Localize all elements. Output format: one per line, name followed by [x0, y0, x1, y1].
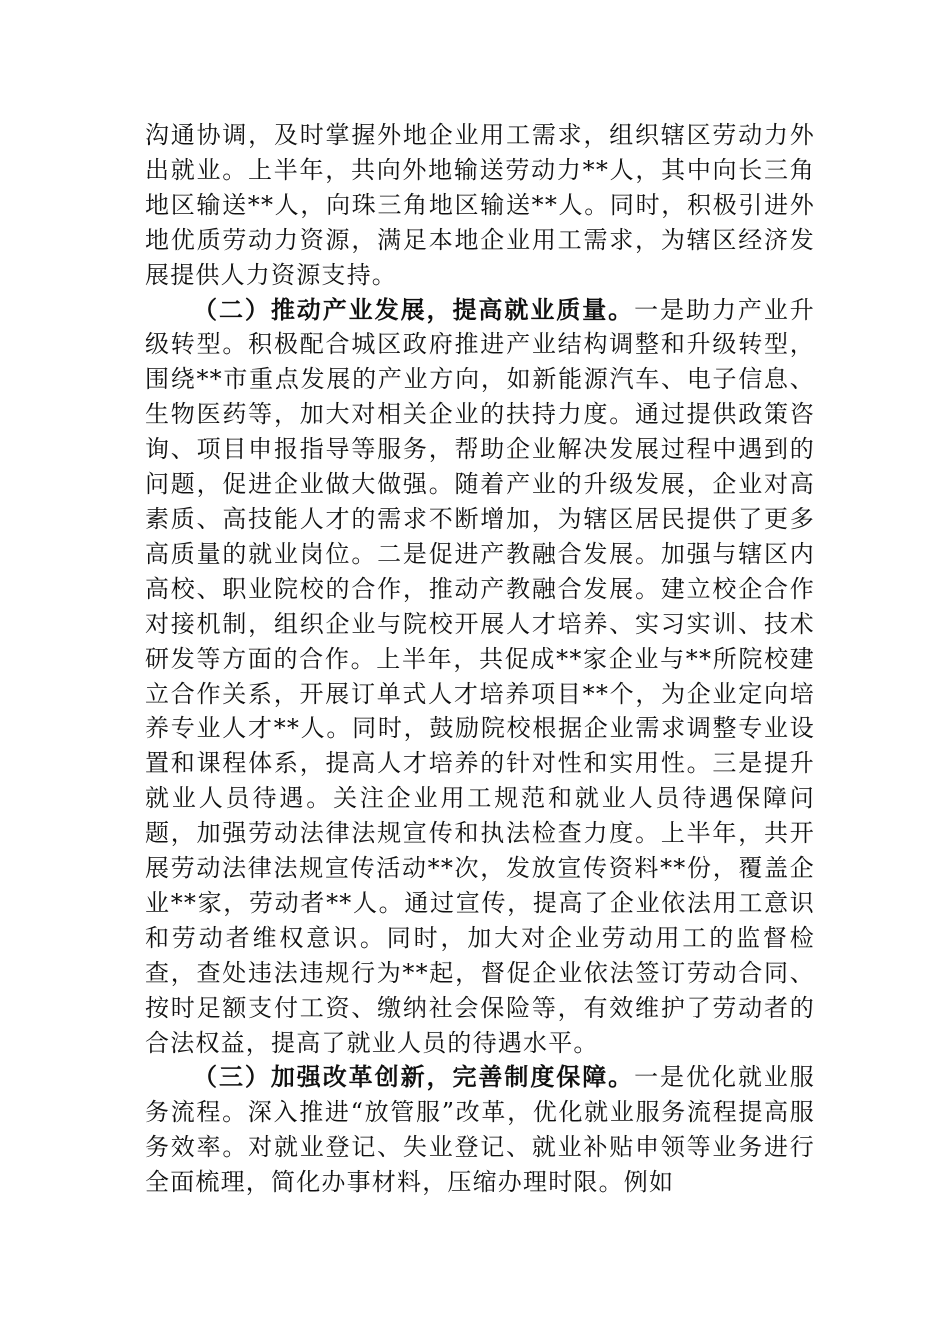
paragraph-section-2 — [145, 293, 815, 1061]
paragraph-body: 一是助力产业升级转型。积极配合城区政府推进产业结构调整和升级转型，围绕**市重点发展的产业方向，如新能源汽车、电子信息、生物医药等，加大对相关企业的扶持力度。通过提供政策咨询、项目申报指导等服务，帮助企业解决发展过程中遇到的问题，促进企业做大做强。随着产业的升级发展，企业对高素质、高技能人才的需求不断增加，为辖区居民提供了更多高质量的就业岗位。二是促进产教融合发展。加强与辖区内高校、职业院校的合作，推动产教融合发展。建立校企合作对接机制，组织企业与院校开展人才培养、实习实训、技术研发等方面的合作。上半年，共促成**家企业与**所院校建立合作关系，开展订单式人才培养项目**个，为企业定向培养专业人才**人。同时，鼓励院校根据企业需求调整专业设置和课程体系，提高人才培养的针对性和实用性。三是提升就业人员待遇。关注企业用工规范和就业人员待遇保障问题，加强劳动法律法规宣传和执法检查力度。上半年，共开展劳动法律法规宣传活动**次，发放宣传资料**份，覆盖企业**家，劳动者**人。通过宣传，提高了企业依法用工意识和劳动者维权意识。同时，加大对企业劳动用工的监督检查，查处违法违规行为**起，督促企业依法签订劳动合同、按时足额支付工资、缴纳社会保险等，有效维护了劳动者的合法权益，提高了就业人员的待遇水平。 — [145, 295, 815, 1057]
paragraph-section-3 — [145, 1060, 815, 1200]
document-page — [145, 118, 815, 1200]
section-heading: （二）推动产业发展，提高就业质量。 — [193, 294, 635, 324]
paragraph-body: 一是优化就业服务流程。深入推进“放管服”改革，优化就业服务流程提高服务效率。对就业登记、失业登记、就业补贴申领等业务进行全面梳理，简化办事材料，压缩办理时限。例如 — [145, 1063, 815, 1197]
paragraph-body: 沟通协调，及时掌握外地企业用工需求，组织辖区劳动力外出就业。上半年，共向外地输送劳动力**人，其中向长三角地区输送**人，向珠三角地区输送**人。同时，积极引进外地优质劳动力资源，满足本地企业用工需求，为辖区经济发展提供人力资源支持。 — [145, 121, 815, 289]
paragraph-continuation — [145, 118, 815, 293]
section-heading: （三）加强改革创新，完善制度保障。 — [193, 1062, 635, 1092]
